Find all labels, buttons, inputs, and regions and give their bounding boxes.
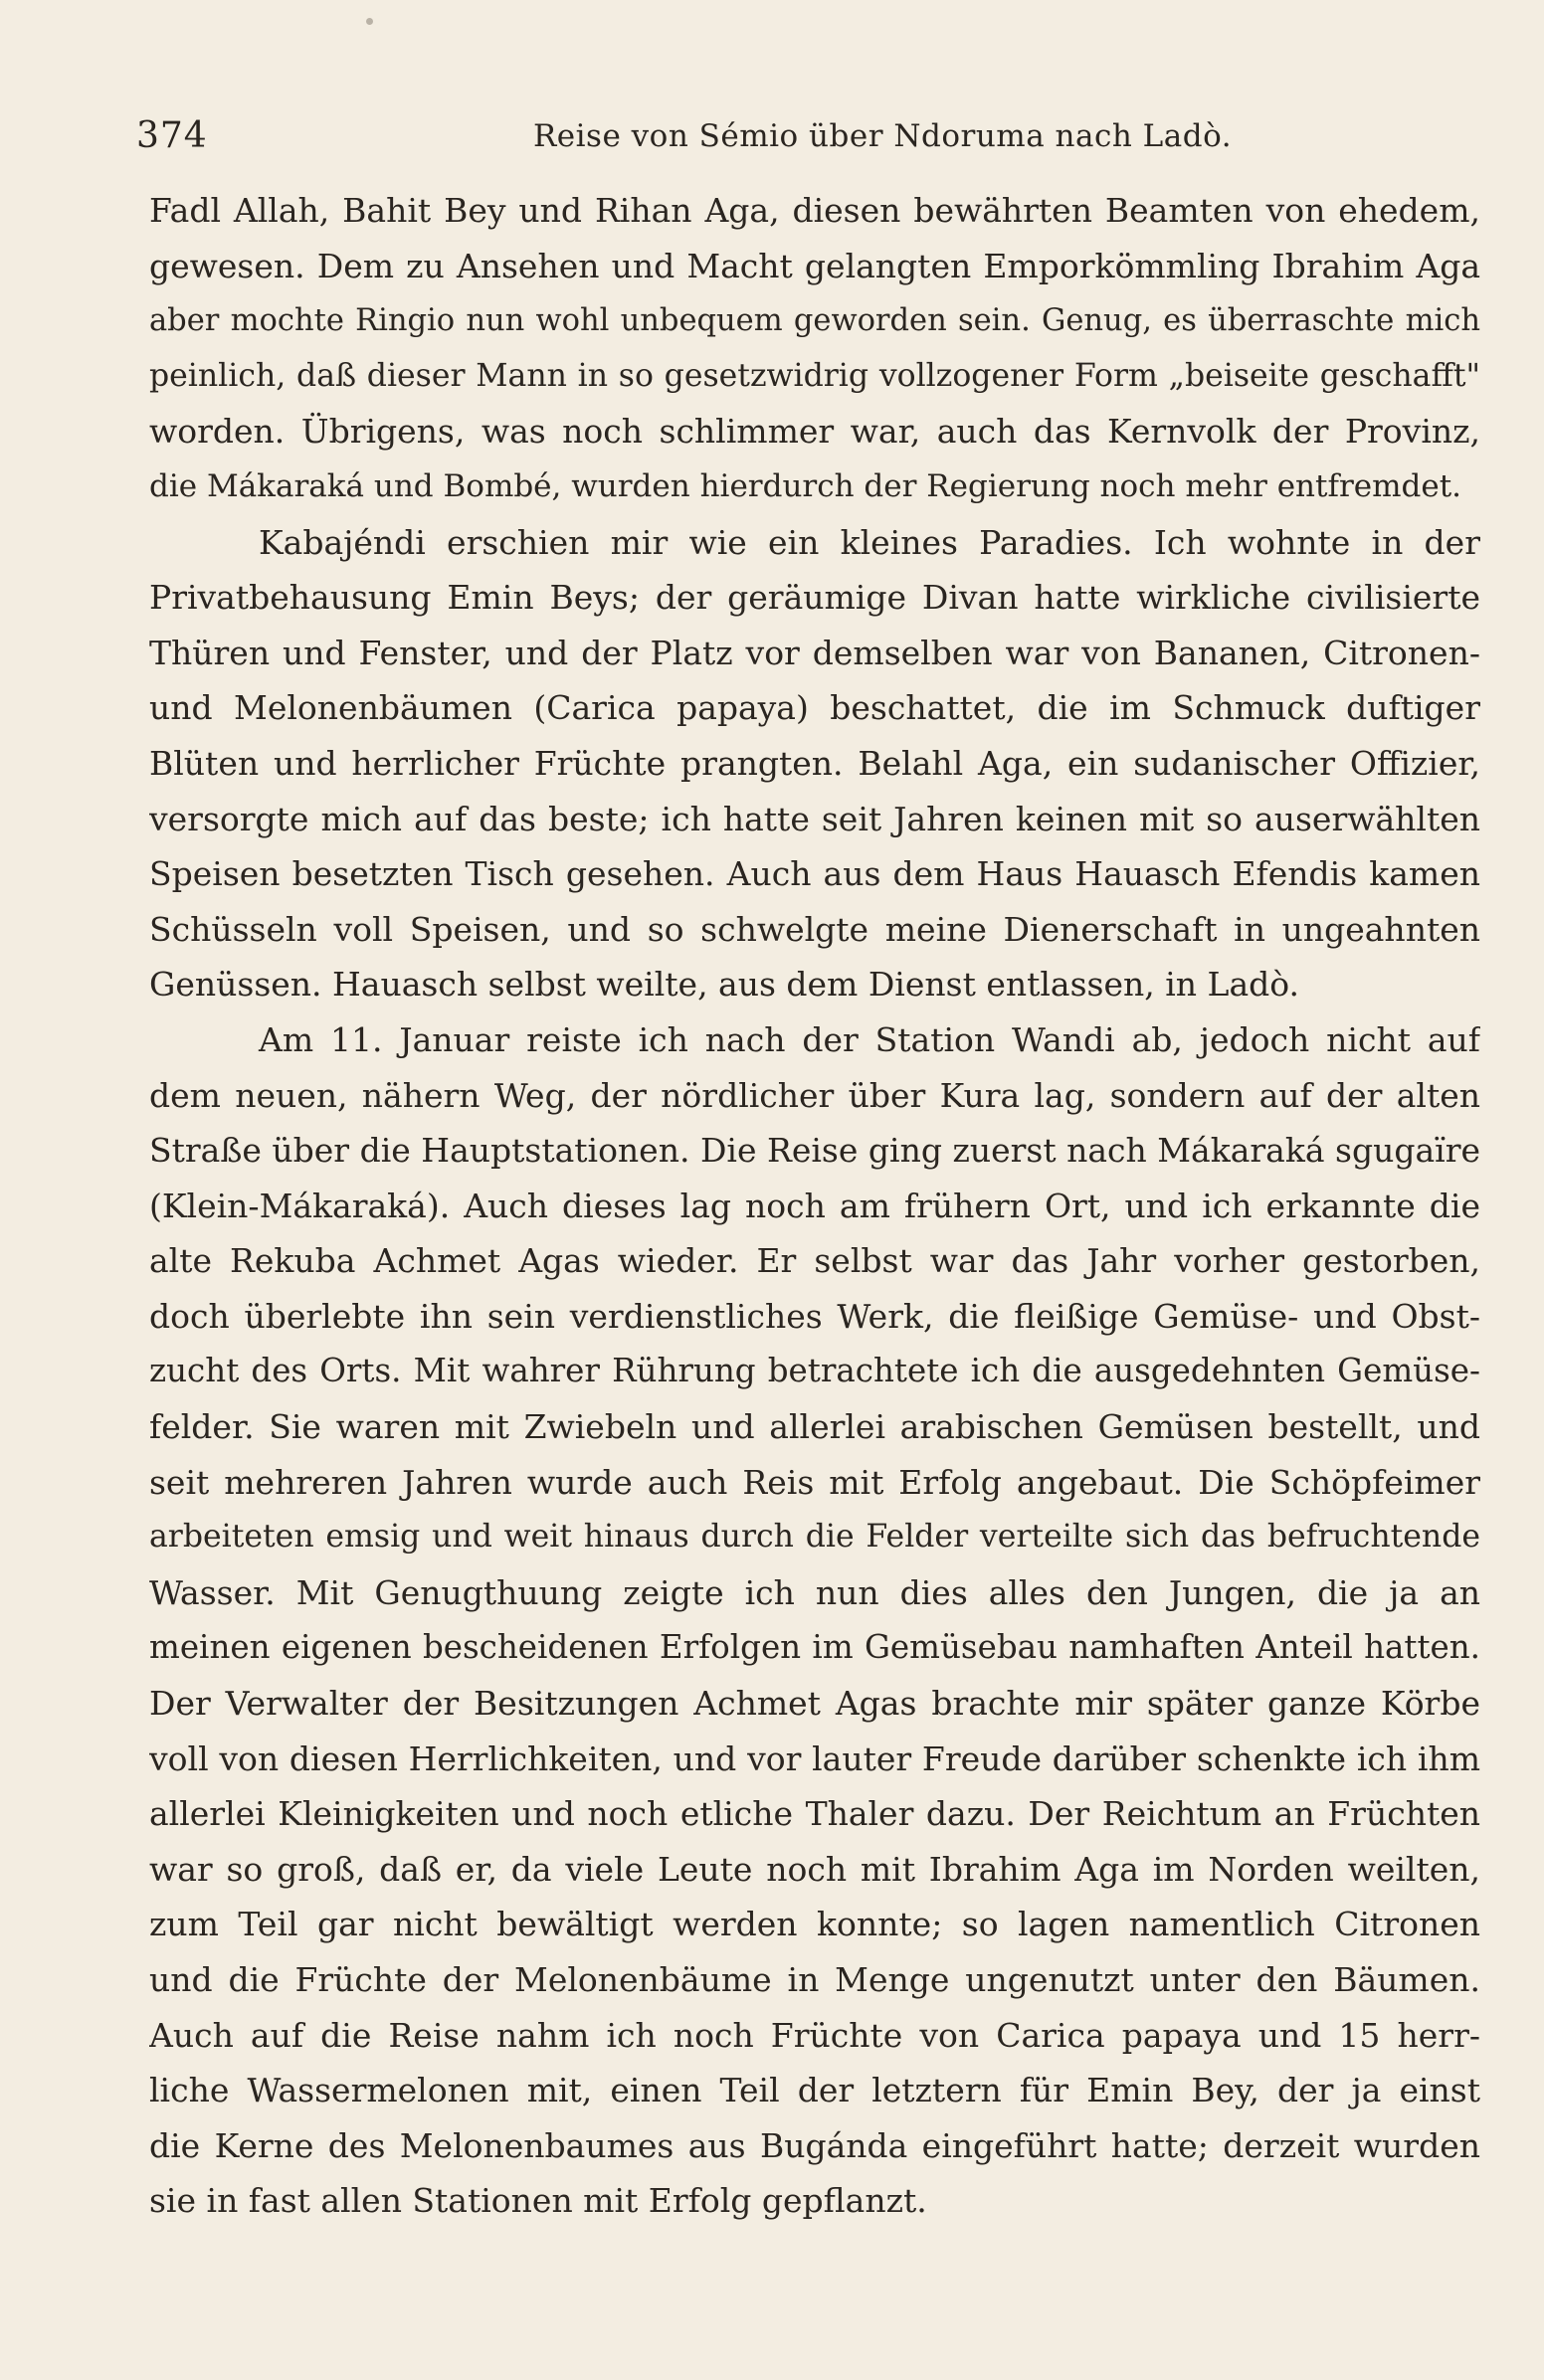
text-line: Fadl Allah, Bahit Bey und Rihan Aga, diesen bewährten Beamten von ehedem, [149, 191, 1480, 230]
text-line: liche Wassermelonen mit, einen Teil der letztern für Emin Bey, der ja einst [149, 2071, 1480, 2110]
text-line: Wasser. Mit Genugthuung zeigte ich nun dies alles den Jungen, die ja an [149, 1572, 1480, 1612]
text-line: alte Rekuba Achmet Agas wieder. Er selbst war das Jahr vorher gestorben, [149, 1241, 1480, 1281]
text-line: Am 11. Januar reiste ich nach der Station Wandi ab, jedoch nicht auf [259, 1019, 1480, 1059]
running-title: Reise von Sémio über Ndoruma nach Ladò. [532, 118, 1233, 154]
text-line: Thüren und Fenster, und der Platz vor demselben war von Bananen, Citronen- [149, 633, 1480, 672]
text-line: und Melonenbäumen (Carica papaya) beschattet, die im Schmuck duftiger [149, 688, 1480, 728]
text-line: Straße über die Hauptstationen. Die Reise ging zuerst nach Mákaraká sgugaïre [149, 1131, 1480, 1171]
page-number: 374 [136, 115, 208, 156]
text-line: die Kerne des Melonenbaumes aus Bugánda eingeführt hatte; derzeit wurden [149, 2125, 1480, 2165]
text-line: arbeiteten emsig und weit hinaus durch die Felder verteilte sich das befruchtende [149, 1519, 1480, 1556]
text-line: Blüten und herrlicher Früchte prangten. Belahl Aga, ein sudanischer Offizier, [149, 743, 1480, 783]
text-line: worden. Übrigens, was noch schlimmer war, auch das Kernvolk der Provinz, [149, 412, 1480, 452]
text-line: seit mehreren Jahren wurde auch Reis mit Erfolg angebaut. Die Schöpfeimer [149, 1462, 1480, 1502]
text-line: Der Verwalter der Besitzungen Achmet Agas brachte mir später ganze Körbe [149, 1684, 1480, 1724]
text-line: gewesen. Dem zu Ansehen und Macht gelangten Emporkömmling Ibrahim Aga [149, 246, 1480, 285]
text-line: peinlich, daß dieser Mann in so gesetzwidrig vollzogener Form „beiseite geschafft" [149, 357, 1480, 394]
text-line: felder. Sie waren mit Zwiebeln und allerlei arabischen Gemüsen bestellt, und [149, 1407, 1480, 1447]
text-line: war so groß, daß er, da viele Leute noch mit Ibrahim Aga im Norden weilten, [149, 1849, 1480, 1889]
text-line: versorgte mich auf das beste; ich hatte seit Jahren keinen mit so auserwählten [149, 799, 1480, 838]
text-line: sie in fast allen Stationen mit Erfolg gepflanzt. [149, 2181, 927, 2221]
text-line: aber mochte Ringio nun wohl unbequem geworden sein. Genug, es überraschte mich [149, 303, 1480, 339]
text-line: (Klein-Mákaraká). Auch dieses lag noch am frühern Ort, und ich erkannte die [149, 1186, 1480, 1225]
text-line: die Mákaraká und Bombé, wurden hierdurch der Regierung noch mehr entfremdet. [149, 467, 1462, 504]
page-header [136, 111, 1494, 161]
text-line: Privatbehausung Emin Beys; der geräumige Divan hatte wirkliche civilisierte [149, 578, 1480, 618]
text-line: dem neuen, nähern Weg, der nördlicher über Kura lag, sondern auf der alten [149, 1075, 1480, 1115]
text-line: zucht des Orts. Mit wahrer Rührung betrachtete ich die ausgedehnten Gemüse- [149, 1352, 1480, 1390]
text-line: voll von diesen Herrlichkeiten, und vor lauter Freude darüber schenkte ich ihm [149, 1739, 1480, 1778]
text-line: allerlei Kleinigkeiten und noch etliche Thaler dazu. Der Reichtum an Früchten [149, 1794, 1480, 1834]
text-line: zum Teil gar nicht bewältigt werden konnte; so lagen namentlich Citronen [149, 1905, 1480, 1944]
text-line: und die Früchte der Melonenbäume in Menge ungenutzt unter den Bäumen. [149, 1960, 1480, 1999]
text-line: Schüsseln voll Speisen, und so schwelgte meine Dienerschaft in ungeahnten [149, 909, 1480, 949]
text-line: doch überlebte ihn sein verdienstliches Werk, die fleißige Gemüse- und Obst- [149, 1296, 1480, 1336]
text-line: Auch auf die Reise nahm ich noch Früchte von Carica papaya und 15 herr- [149, 2015, 1480, 2055]
ink-speck [366, 18, 373, 25]
text-line: meinen eigenen bescheidenen Erfolgen im Gemüsebau namhaften Anteil hatten. [149, 1628, 1480, 1667]
text-line: Speisen besetzten Tisch gesehen. Auch aus dem Haus Hauasch Efendis kamen [149, 854, 1480, 894]
text-line: Genüssen. Hauasch selbst weilte, aus dem Dienst entlassen, in Ladò. [149, 965, 1300, 1005]
text-line: Kabajéndi erschien mir wie ein kleines Paradies. Ich wohnte in der [259, 522, 1480, 562]
body-text [149, 183, 1480, 2229]
